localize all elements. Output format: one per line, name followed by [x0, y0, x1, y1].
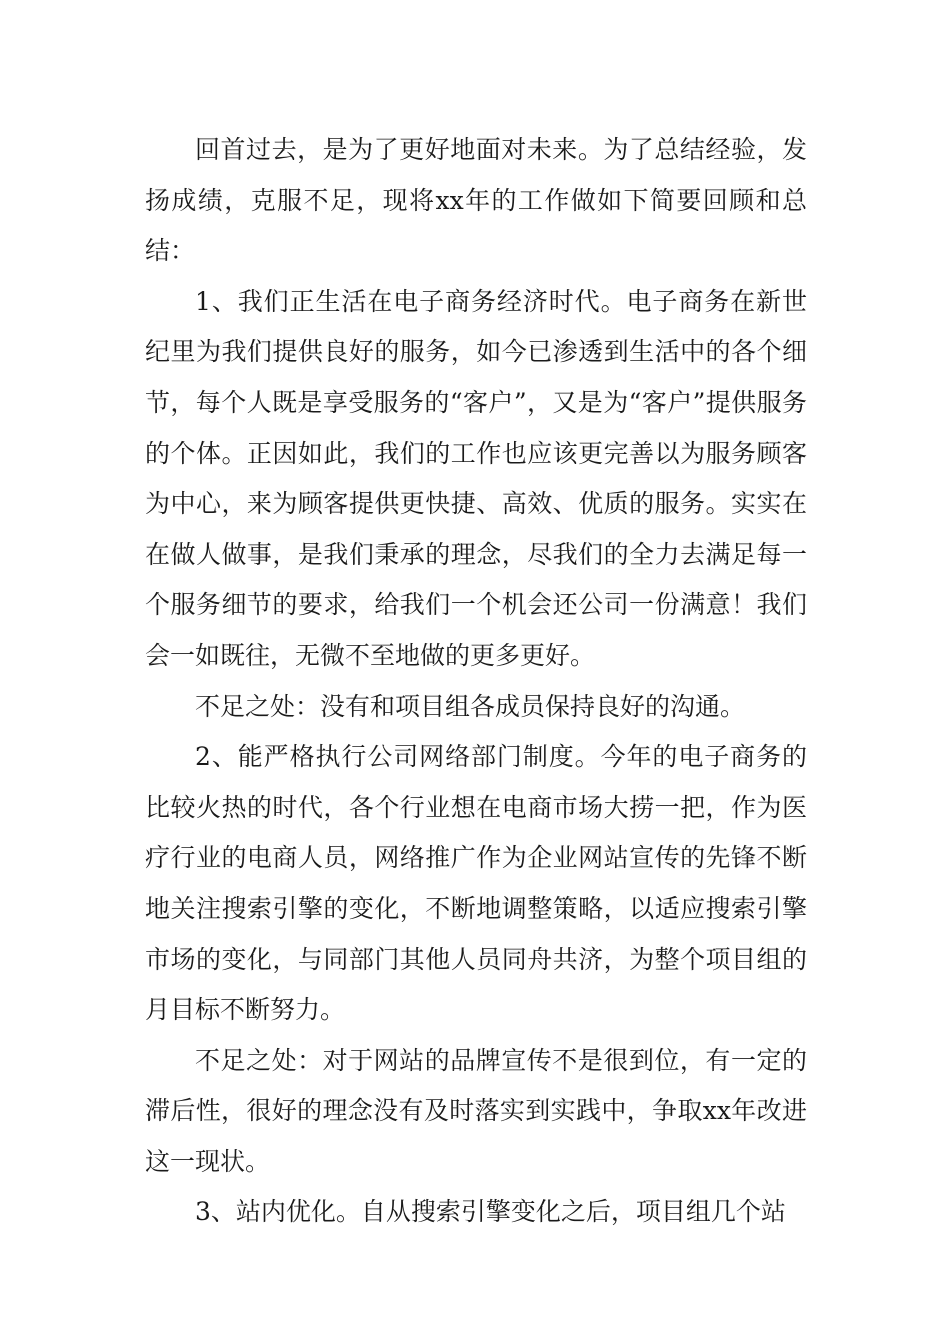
paragraph-item-2: 2、能严格执行公司网络部门制度。今年的电子商务的比较火热的时代，各个行业想在电商市场大捞一把，作为医疗行业的电商人员，网络推广作为企业网站宣传的先锋不断地关注搜索引擎的变化，不断地调整策略，以适应搜索引擎市场的变化，与同部门其他人员同舟共济，为整个项目组的月目标不断努力。 [145, 742, 807, 1025]
paragraph-intro: 回首过去，是为了更好地面对未来。为了总结经验，发扬成绩，克服不足，现将xx年的工作做如下简要回顾和总结： [145, 135, 807, 266]
paragraph-item-1: 1、我们正生活在电子商务经济时代。电子商务在新世纪里为我们提供良好的服务，如今已渗透到生活中的各个细节，每个人既是享受服务的“客户”，又是为“客户”提供服务的个体。正因如此，我们的工作也应该更完善以为服务顾客为中心，来为顾客提供更快捷、高效、优质的服务。实实在在做人做事，是我们秉承的理念，尽我们的全力去满足每一个服务细节的要求，给我们一个机会还公司一份满意！我们会一如既往，无微不至地做的更多更好。 [145, 286, 807, 670]
paragraph-item-3: 3、站内优化。自从搜索引擎变化之后，项目组几个站 [195, 1197, 786, 1227]
paragraph-shortcoming-1: 不足之处：没有和项目组各成员保持良好的沟通。 [195, 691, 746, 721]
paragraph-shortcoming-2: 不足之处：对于网站的品牌宣传不是很到位，有一定的滞后性，很好的理念没有及时落实到实践中，争取xx年改进这一现状。 [145, 1045, 807, 1176]
document-body [145, 125, 807, 1238]
